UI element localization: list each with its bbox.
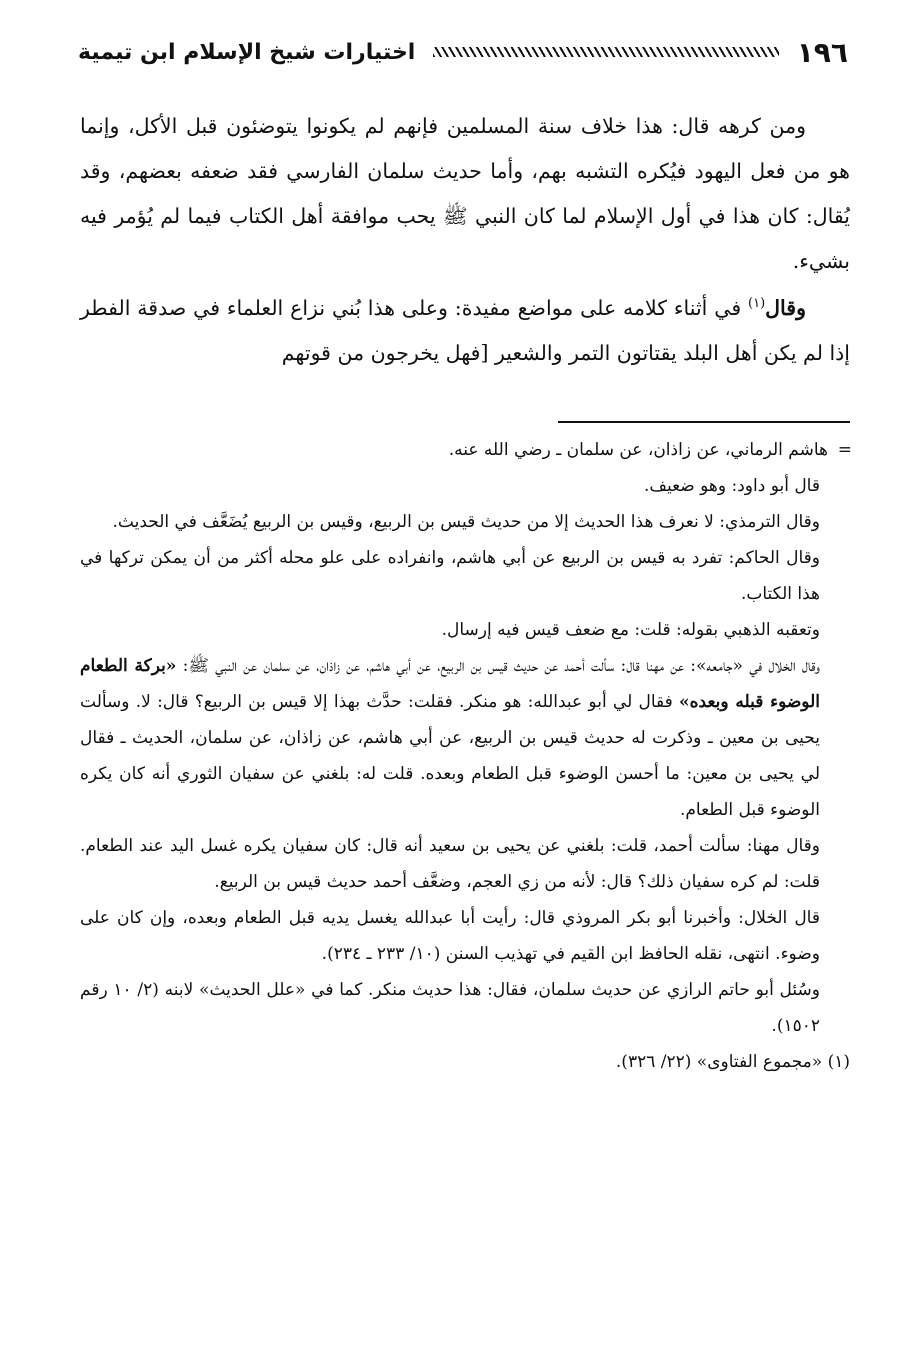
continuation-mark: =	[837, 440, 852, 460]
footnote-abu-dawud: قال أبو داود: وهو ضعيف.	[643, 476, 820, 496]
footnote-khallal-jami	[80, 648, 850, 828]
footnote-reference: (١)	[748, 296, 766, 312]
footnote-khallal-marwadhi: قال الخلال: وأخبرنا أبو بكر المروذي قال: رأيت أبا عبدالله يغسل يديه قبل الطعام وبعده، وإن كان على وضوء. انتهى، نقله الحافظ ابن القيم في تهذيب السنن (١٠/ ٢٣٣ ـ ٢٣٤).	[80, 908, 820, 964]
footnote-tirmidhi: وقال الترمذي: لا نعرف هذا الحديث إلا من حديث قيس بن الربيع، وقيس بن الربيع يُضَعَّف في الحديث.	[112, 512, 820, 532]
footnote-continuation	[80, 432, 850, 468]
footnote-muhanna: وقال مهنا: سألت أحمد، قلت: بلغني عن يحيى بن سعيد أنه قال: كان سفيان يكره غسل اليد عند الطعام. قلت: لم كره سفيان ذلك؟ قال: لأنه من زي العجم، وضعَّف أحمد حديث قيس بن الربيع.	[80, 836, 820, 892]
page-header	[78, 30, 852, 74]
footnote-separator	[558, 421, 850, 423]
footnote-abu-hatim: وسُئل أبو حاتم الرازي عن حديث سلمان، فقال: هذا حديث منكر. كما في «علل الحديث» لابنه (٢/ ١٠ رقم ١٥٠٢).	[80, 980, 820, 1036]
main-paragraph-1: ومن كرهه قال: هذا خلاف سنة المسلمين فإنهم لم يكونوا يتوضئون قبل الأكل، وإنما هو من فعل اليهود فيُكره التشبه بهم، وأما حديث سلمان الفارسي فقد ضعفه بعضهم، وقد يُقال: كان هذا في أول الإسلام لما كان النبي ﷺ يحب موافقة أهل الكتاب فيما لم يُؤمر فيه بشيء.	[80, 114, 850, 273]
footnote-1: (١) «مجموع الفتاوى» (٢٢/ ٣٢٦).	[615, 1052, 850, 1072]
continuation-text: هاشم الرماني، عن زاذان، عن سلمان ـ رضي الله عنه.	[448, 440, 828, 460]
khallal-jami-rest: فقال لي أبو عبدالله: هو منكر. فقلت: حدَّث بهذا إلا قيس بن الربيع؟ قال: لا. وسألت يحيى بن معين ـ وذكرت له حديث قيس بن الربيع، عن أبي هاشم، عن زاذان، عن سلمان، الحديث ـ فقال لي يحيى بن معين: ما أحسن الوضوء قبل الطعام وبعده. قلت له: بلغني عن سفيان الثوري أنه كان يكره الوضوء قبل الطعام.	[80, 692, 820, 820]
main-paragraph-2	[80, 286, 850, 376]
hadith-quote: «بركة الطعام الوضوء قبله وبعده»	[80, 656, 820, 712]
page-number: ١٩٦	[796, 35, 848, 69]
main-text	[80, 104, 850, 376]
header-decorative-rule	[433, 47, 778, 57]
footnote-hakim: وقال الحاكم: تفرد به قيس بن الربيع عن أبي هاشم، وانفراده على علو محله أكثر من أن يمكن تركها في هذا الكتاب.	[80, 548, 820, 604]
footnotes	[80, 432, 850, 1080]
paragraph-2-text: في أثناء كلامه على مواضع مفيدة: وعلى هذا بُني نزاع العلماء في صدقة الفطر إذا لم يكن أهل البلد يقتاتون التمر والشعير [فهل يخرجون من قوتهم	[80, 296, 850, 365]
running-title: اختيارات شيخ الإسلام ابن تيمية	[78, 39, 416, 65]
paragraph-2-lead: وقال	[765, 296, 806, 320]
footnote-dhahabi: وتعقبه الذهبي بقوله: قلت: مع ضعف قيس فيه إرسال.	[441, 620, 820, 640]
khallal-jami-intro: وقال الخلال في «جامعه»: عن مهنا قال: سألت أحمد عن حديث قيس بن الربيع، عن أبي هاشم، عن زاذان، عن سلمان عن النبي ﷺ:	[176, 656, 820, 676]
